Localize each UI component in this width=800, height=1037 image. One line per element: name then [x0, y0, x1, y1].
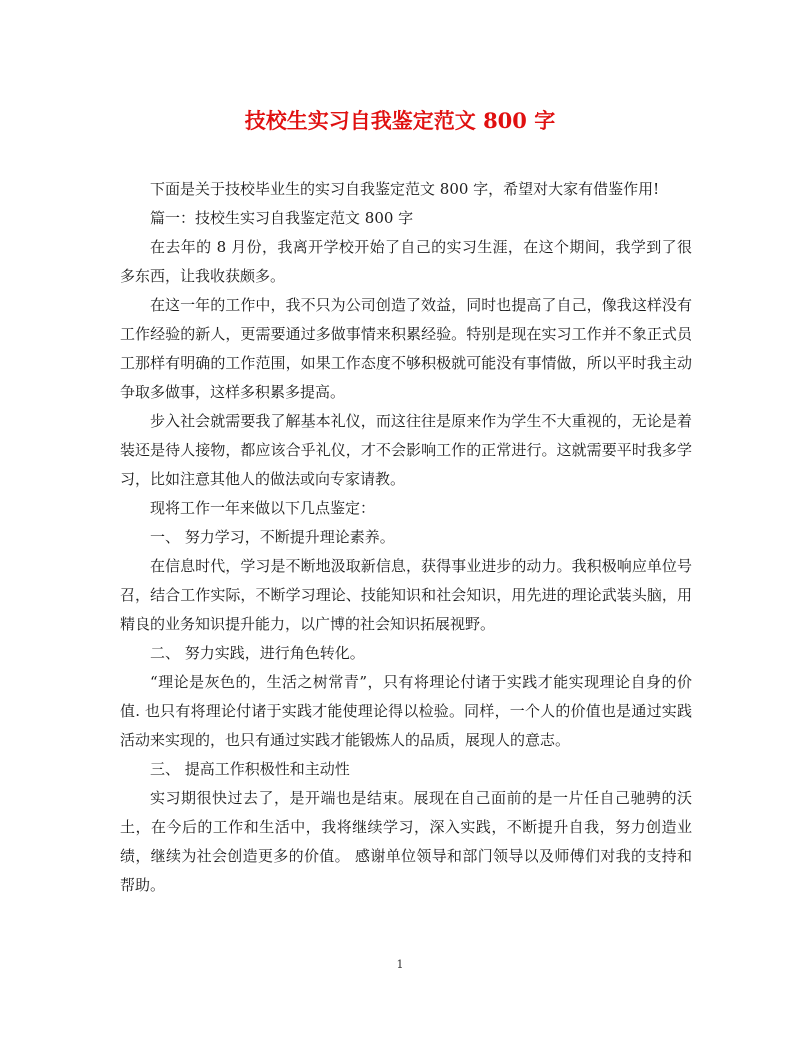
paragraph: 步入社会就需要我了解基本礼仪，而这往往是原来作为学生不大重视的，无论是着装还是待人接物，都应该合乎礼仪，才不会影响工作的正常进行。这就需要平时我多学习，比如注意其他人的做法或向专家请教。 — [120, 412, 692, 488]
paragraph: 在这一年的工作中，我不只为公司创造了效益，同时也提高了自己，像我这样没有工作经验的新人，更需要通过多做事情来积累经验。特别是现在实习工作并不象正式员工那样有明确的工作范围，如果工作态度不够积极就可能没有事情做，所以平时我主动争取多做事，这样多积累多提高。 — [120, 296, 692, 401]
paragraph: 实习期很快过去了，是开端也是结束。展现在自己面前的是一片任自己驰骋的沃土，在今后的工作和生活中，我将继续学习，深入实践，不断提升自我，努力创造业绩，继续为社会创造更多的价值。 感谢单位领导和部门领导以及师傅们对我的支持和帮助。 — [120, 789, 692, 894]
document-title: 技校生实习自我鉴定范文 800 字 — [244, 108, 556, 133]
paragraph: 在去年的 8 月份，我离开学校开始了自己的实习生涯，在这个期间，我学到了很多东西，让我收获颇多。 — [120, 238, 692, 285]
paragraph-point-heading: 三、 提高工作积极性和主动性 — [150, 760, 350, 778]
paragraph-point-heading: 一、 努力学习，不断提升理论素养。 — [150, 528, 395, 546]
page-number: 1 — [396, 958, 404, 971]
paragraph-intro: 下面是关于技校毕业生的实习自我鉴定范文 800 字，希望对大家有借鉴作用! — [150, 180, 660, 198]
document-body — [120, 175, 692, 900]
paragraph: 在信息时代，学习是不断地汲取新信息，获得事业进步的动力。我积极响应单位号召，结合工作实际，不断学习理论、技能知识和社会知识，用先进的理论武装头脑，用精良的业务知识提升能力，以广博的社会知识拓展视野。 — [120, 557, 692, 633]
paragraph-section-heading: 篇一：技校生实习自我鉴定范文 800 字 — [150, 209, 414, 227]
paragraph: 现将工作一年来做以下几点鉴定： — [150, 499, 376, 517]
paragraph-point-heading: 二、 努力实践，进行角色转化。 — [150, 644, 365, 662]
paragraph: “理论是灰色的，生活之树常青”，只有将理论付诸于实践才能实现理论自身的价值. 也只有将理论付诸于实践才能使理论得以检验。同样，一个人的价值也是通过实践活动来实现的，也只有通过实践才能锻炼人的品质，展现人的意志。 — [120, 673, 692, 749]
